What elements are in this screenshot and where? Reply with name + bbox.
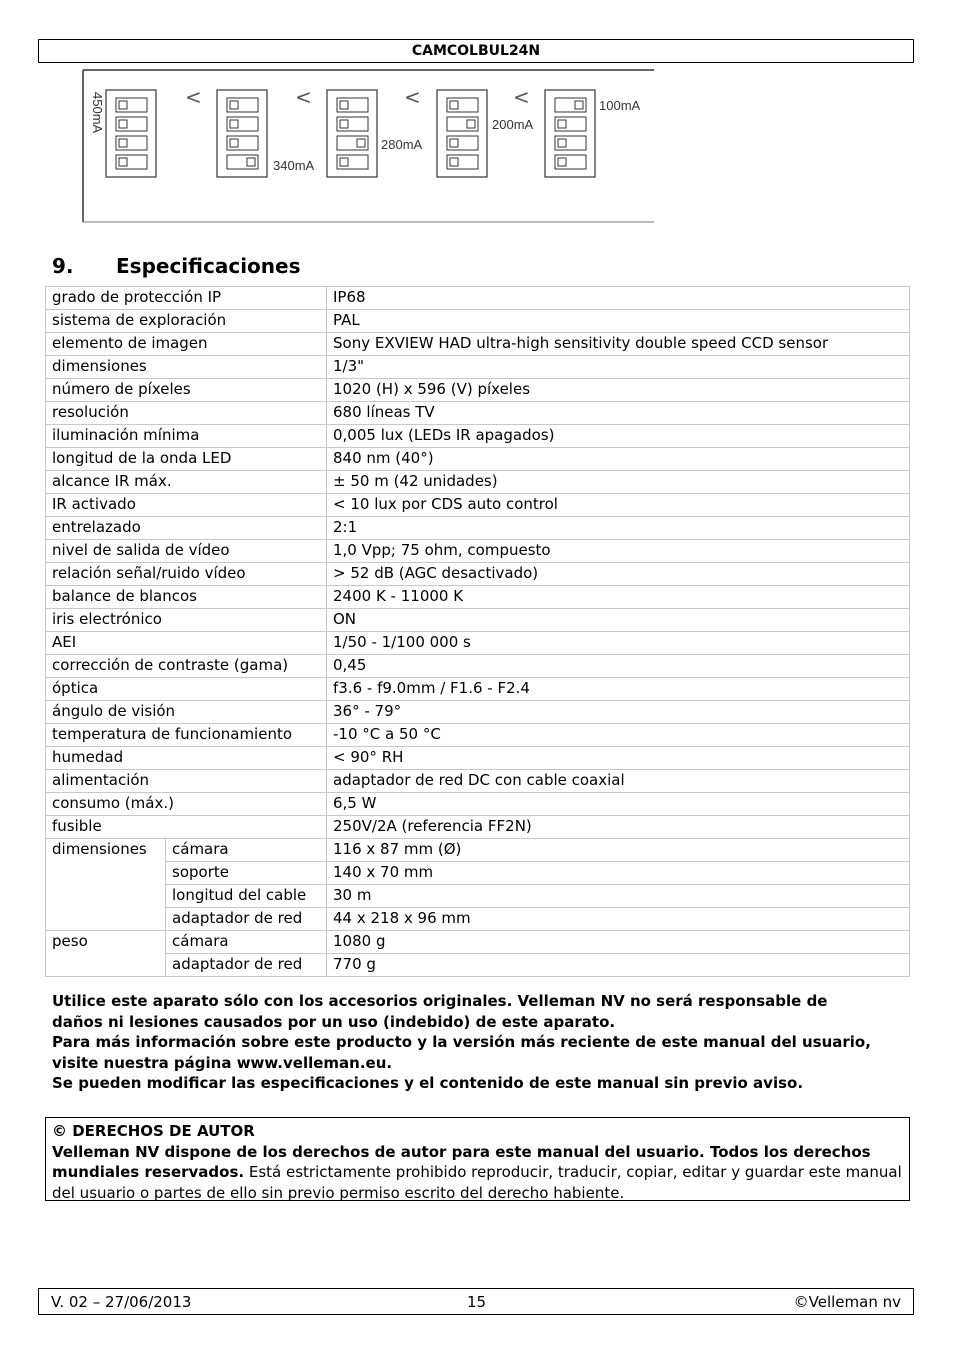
dip-switch-knob bbox=[119, 120, 127, 128]
spec-value: 116 x 87 mm (Ø) bbox=[327, 839, 910, 862]
dip-switch-knob bbox=[558, 120, 566, 128]
spec-value: IP68 bbox=[327, 287, 910, 310]
dip-switch bbox=[227, 136, 258, 150]
spec-value: 1020 (H) x 596 (V) píxeles bbox=[327, 379, 910, 402]
less-than-arrow: < bbox=[513, 85, 530, 109]
spec-value: 680 líneas TV bbox=[327, 402, 910, 425]
dip-switch-knob bbox=[558, 158, 566, 166]
spec-value: 36° - 79° bbox=[327, 701, 910, 724]
document-header bbox=[38, 39, 914, 63]
spec-label: grado de protección IP bbox=[46, 287, 327, 310]
table-row bbox=[46, 954, 910, 977]
dip-switch-knob bbox=[340, 101, 348, 109]
switch-block-200ma bbox=[437, 90, 487, 177]
table-row bbox=[46, 333, 910, 356]
dip-switch bbox=[555, 117, 586, 131]
dip-switch bbox=[447, 98, 478, 112]
dip-switch-knob bbox=[119, 158, 127, 166]
spec-label: elemento de imagen bbox=[46, 333, 327, 356]
dip-switch-knob bbox=[230, 101, 238, 109]
table-row bbox=[46, 540, 910, 563]
spec-sub-label: adaptador de red bbox=[166, 954, 327, 977]
dip-switch bbox=[116, 117, 147, 131]
spec-label: fusible bbox=[46, 816, 327, 839]
dip-switch-knob bbox=[558, 139, 566, 147]
copyright-text: Está estrictamente prohibido reproducir, traducir, copiar, editar y guardar este manual del usuario o partes de ello sin previo permiso escrito del derecho habiente. bbox=[52, 1163, 902, 1202]
spec-value: < 90° RH bbox=[327, 747, 910, 770]
spec-value: 30 m bbox=[327, 885, 910, 908]
table-row bbox=[46, 402, 910, 425]
document-footer bbox=[38, 1288, 914, 1315]
spec-value: f3.6 - f9.0mm / F1.6 - F2.4 bbox=[327, 678, 910, 701]
table-row bbox=[46, 885, 910, 908]
spec-label: IR activado bbox=[46, 494, 327, 517]
dip-switch-knob bbox=[450, 158, 458, 166]
section-number: 9. bbox=[52, 254, 74, 278]
table-row bbox=[46, 356, 910, 379]
page-number: 15 bbox=[467, 1293, 487, 1311]
spec-value: 2400 K - 11000 K bbox=[327, 586, 910, 609]
dip-switch bbox=[337, 136, 368, 150]
spec-sub-label: longitud del cable bbox=[166, 885, 327, 908]
spec-value: 0,45 bbox=[327, 655, 910, 678]
dip-switch-knob bbox=[575, 101, 583, 109]
spec-label: óptica bbox=[46, 678, 327, 701]
dip-switch-knob bbox=[230, 139, 238, 147]
spec-label: consumo (máx.) bbox=[46, 793, 327, 816]
table-row bbox=[46, 609, 910, 632]
spec-label: iris electrónico bbox=[46, 609, 327, 632]
dip-switch bbox=[116, 136, 147, 150]
spec-label: número de píxeles bbox=[46, 379, 327, 402]
spec-value: ON bbox=[327, 609, 910, 632]
dip-switch-knob bbox=[340, 158, 348, 166]
switch-block-340ma bbox=[217, 90, 267, 177]
spec-group-label: peso bbox=[46, 931, 166, 977]
table-row bbox=[46, 494, 910, 517]
footer-version: V. 02 – 27/06/2013 bbox=[51, 1293, 192, 1311]
table-row bbox=[46, 517, 910, 540]
dip-switch bbox=[447, 117, 478, 131]
notice-modifications: Se pueden modificar las especificaciones y el contenido de este manual sin previo aviso. bbox=[52, 1074, 804, 1092]
current-label-100ma: 100mA bbox=[599, 98, 641, 113]
table-row bbox=[46, 816, 910, 839]
spec-sub-label: cámara bbox=[166, 931, 327, 954]
spec-label: balance de blancos bbox=[46, 586, 327, 609]
less-than-arrow: < bbox=[404, 85, 421, 109]
dip-switch-knob bbox=[450, 139, 458, 147]
switch-block-100ma bbox=[545, 90, 595, 177]
table-row bbox=[46, 770, 910, 793]
spec-label: nivel de salida de vídeo bbox=[46, 540, 327, 563]
spec-label: relación señal/ruido vídeo bbox=[46, 563, 327, 586]
spec-label: corrección de contraste (gama) bbox=[46, 655, 327, 678]
notice-more-info: Para más información sobre este producto y la versión más reciente de este manual del usuario, visite nuestra página www.velleman.eu. bbox=[52, 1033, 871, 1072]
switch-block-280ma bbox=[327, 90, 377, 177]
spec-label: humedad bbox=[46, 747, 327, 770]
dip-switch bbox=[227, 117, 258, 131]
spec-value: 1,0 Vpp; 75 ohm, compuesto bbox=[327, 540, 910, 563]
dip-switch-knob bbox=[450, 101, 458, 109]
spec-value: 44 x 218 x 96 mm bbox=[327, 908, 910, 931]
table-row bbox=[46, 586, 910, 609]
spec-sub-label: adaptador de red bbox=[166, 908, 327, 931]
copyright-bold-text: Velleman NV dispone de los derechos de autor para este manual del usuario. Todos los derechos mundiales reservados. bbox=[52, 1142, 871, 1181]
spec-label: ángulo de visión bbox=[46, 701, 327, 724]
current-label-280ma: 280mA bbox=[381, 137, 423, 152]
table-row bbox=[46, 471, 910, 494]
specifications-table bbox=[45, 286, 910, 977]
spec-sub-label: soporte bbox=[166, 862, 327, 885]
dip-switch bbox=[337, 155, 368, 169]
spec-sub-label: cámara bbox=[166, 839, 327, 862]
spec-label: alcance IR máx. bbox=[46, 471, 327, 494]
spec-label: dimensiones bbox=[46, 356, 327, 379]
spec-value: < 10 lux por CDS auto control bbox=[327, 494, 910, 517]
spec-value: 770 g bbox=[327, 954, 910, 977]
current-label-200ma: 200mA bbox=[492, 117, 534, 132]
spec-label: longitud de la onda LED bbox=[46, 448, 327, 471]
dip-switch-knob bbox=[340, 120, 348, 128]
dip-switch bbox=[227, 98, 258, 112]
dip-switch-knob bbox=[357, 139, 365, 147]
switch-block-450ma bbox=[106, 90, 156, 177]
spec-value: -10 °C a 50 °C bbox=[327, 724, 910, 747]
table-row bbox=[46, 655, 910, 678]
table-row bbox=[46, 908, 910, 931]
table-row bbox=[46, 678, 910, 701]
spec-value: 1080 g bbox=[327, 931, 910, 954]
table-row bbox=[46, 310, 910, 333]
notice-accessories: Utilice este aparato sólo con los accesorios originales. Velleman NV no será responsable de daños ni lesiones causados por un uso (indebido) de este aparato. bbox=[52, 992, 828, 1031]
dip-switch bbox=[227, 155, 258, 169]
dip-switch bbox=[447, 136, 478, 150]
copyright-heading: © DERECHOS DE AUTOR bbox=[52, 1122, 255, 1140]
table-row bbox=[46, 724, 910, 747]
spec-value: 250V/2A (referencia FF2N) bbox=[327, 816, 910, 839]
dip-switch bbox=[555, 136, 586, 150]
dip-switch-diagram bbox=[82, 68, 654, 224]
table-row bbox=[46, 862, 910, 885]
usage-notice bbox=[52, 991, 882, 1094]
spec-label: iluminación mínima bbox=[46, 425, 327, 448]
dip-switch bbox=[337, 117, 368, 131]
dip-switch bbox=[116, 98, 147, 112]
copyright-box bbox=[45, 1117, 910, 1201]
spec-label: alimentación bbox=[46, 770, 327, 793]
spec-label: entrelazado bbox=[46, 517, 327, 540]
document-title: CAMCOLBUL24N bbox=[411, 43, 541, 59]
dip-switch bbox=[555, 155, 586, 169]
spec-value: 140 x 70 mm bbox=[327, 862, 910, 885]
less-than-arrow: < bbox=[295, 85, 312, 109]
spec-value: 2:1 bbox=[327, 517, 910, 540]
spec-label: temperatura de funcionamiento bbox=[46, 724, 327, 747]
spec-value: adaptador de red DC con cable coaxial bbox=[327, 770, 910, 793]
spec-group-label: dimensiones bbox=[46, 839, 166, 931]
table-row bbox=[46, 563, 910, 586]
spec-label: sistema de exploración bbox=[46, 310, 327, 333]
table-row bbox=[46, 632, 910, 655]
dip-switch-knob bbox=[230, 120, 238, 128]
spec-value: 1/3" bbox=[327, 356, 910, 379]
dip-switch bbox=[555, 98, 586, 112]
spec-value: 0,005 lux (LEDs IR apagados) bbox=[327, 425, 910, 448]
dip-switch-knob bbox=[247, 158, 255, 166]
spec-value: Sony EXVIEW HAD ultra-high sensitivity double speed CCD sensor bbox=[327, 333, 910, 356]
spec-label: resolución bbox=[46, 402, 327, 425]
dip-switch-knob bbox=[119, 101, 127, 109]
table-row bbox=[46, 425, 910, 448]
spec-label: AEI bbox=[46, 632, 327, 655]
spec-value: 1/50 - 1/100 000 s bbox=[327, 632, 910, 655]
current-label-340ma: 340mA bbox=[273, 158, 315, 173]
dip-switch bbox=[116, 155, 147, 169]
less-than-arrow: < bbox=[185, 85, 202, 109]
footer-company: ©Velleman nv bbox=[793, 1293, 901, 1311]
dip-switch-knob bbox=[467, 120, 475, 128]
spec-value: 6,5 W bbox=[327, 793, 910, 816]
spec-value: PAL bbox=[327, 310, 910, 333]
table-row bbox=[46, 448, 910, 471]
spec-value: ± 50 m (42 unidades) bbox=[327, 471, 910, 494]
table-row bbox=[46, 839, 910, 862]
table-row bbox=[46, 747, 910, 770]
dip-switch bbox=[337, 98, 368, 112]
section-title: Especificaciones bbox=[116, 254, 301, 278]
table-row bbox=[46, 793, 910, 816]
table-row bbox=[46, 931, 910, 954]
table-row bbox=[46, 701, 910, 724]
current-label-450ma: 450mA bbox=[90, 92, 105, 134]
table-row bbox=[46, 379, 910, 402]
section-heading bbox=[52, 254, 301, 278]
dip-switch-knob bbox=[119, 139, 127, 147]
spec-value: 840 nm (40°) bbox=[327, 448, 910, 471]
table-row bbox=[46, 287, 910, 310]
spec-value: > 52 dB (AGC desactivado) bbox=[327, 563, 910, 586]
dip-switch bbox=[447, 155, 478, 169]
